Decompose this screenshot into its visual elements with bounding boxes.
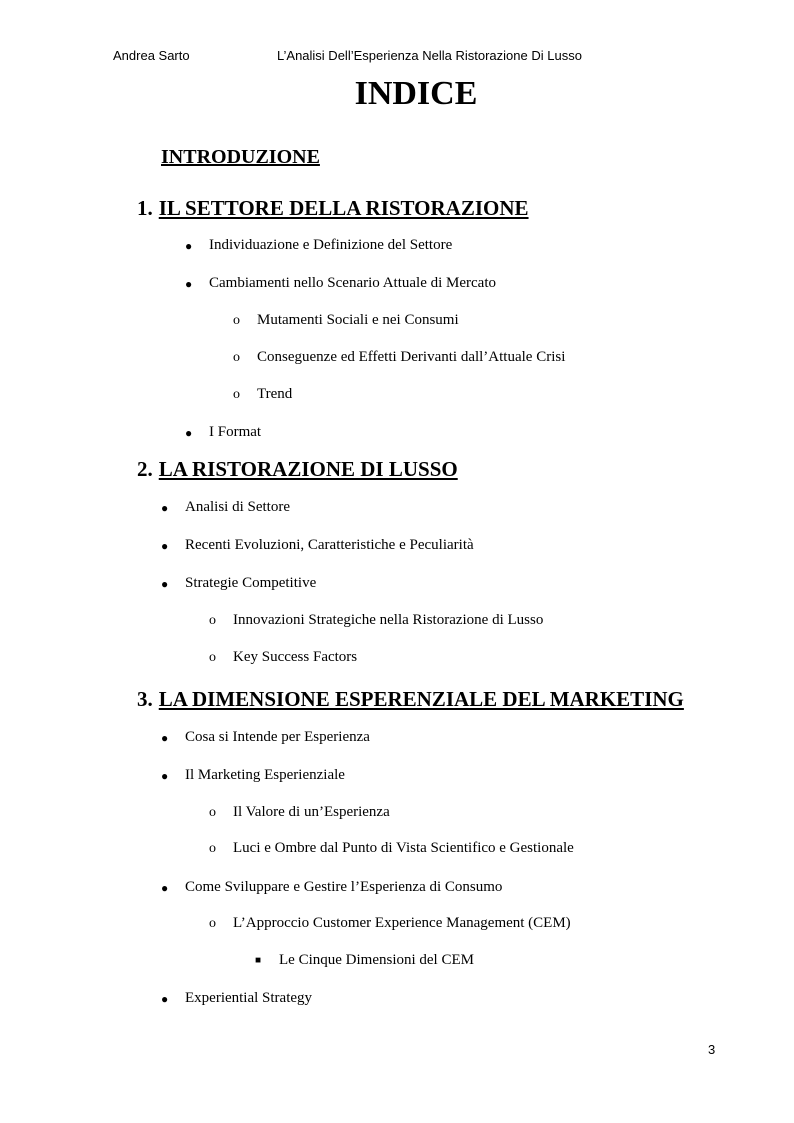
toc-subitem-label: Key Success Factors [233, 649, 358, 665]
toc-subitem [233, 312, 459, 329]
toc-section-2 [137, 457, 458, 482]
header-author: Andrea Sarto [113, 48, 190, 63]
toc-subitem-label: Trend [257, 386, 293, 402]
bullet-dot-icon: ● [161, 577, 169, 591]
toc-item [185, 237, 453, 254]
page-number: 3 [708, 1042, 716, 1057]
toc-item [161, 537, 474, 554]
toc-item [161, 990, 313, 1007]
toc-subitem [233, 349, 566, 366]
toc-item [185, 424, 262, 441]
toc-subitem [209, 804, 390, 821]
toc-introduction: INTRODUZIONE [161, 146, 320, 168]
section-2-title: LA RISTORAZIONE DI LUSSO [158, 457, 458, 481]
toc-item [161, 879, 503, 896]
toc-subitem-label: Il Valore di un’Esperienza [233, 804, 390, 820]
bullet-dot-icon: ● [185, 277, 193, 291]
bullet-dot-icon: ● [185, 239, 193, 253]
bullet-dot-icon: ● [185, 426, 193, 440]
toc-item-label: Il Marketing Esperienziale [185, 767, 345, 783]
bullet-dot-icon: ● [161, 539, 169, 553]
toc-subitem [209, 840, 574, 857]
bullet-circle-icon: o [209, 916, 216, 931]
toc-item-label: I Format [209, 424, 262, 440]
toc-item [185, 275, 496, 292]
section-1-title: IL SETTORE DELLA RISTORAZIONE [158, 196, 529, 220]
toc-subitem [209, 612, 544, 629]
toc-item [161, 729, 370, 746]
bullet-circle-icon: o [233, 350, 240, 365]
bullet-circle-icon: o [209, 841, 216, 856]
toc-subsubitem-label: Le Cinque Dimensioni del CEM [279, 952, 474, 968]
section-3-title: LA DIMENSIONE ESPERENZIALE DEL MARKETING [158, 687, 684, 711]
toc-item-label: Strategie Competitive [185, 575, 317, 591]
toc-subitem [209, 915, 571, 932]
toc-subitem-label: Innovazioni Strategiche nella Ristorazione di Lusso [233, 612, 544, 628]
toc-subitem [233, 386, 293, 403]
toc-item [161, 575, 317, 592]
bullet-circle-icon: o [233, 387, 240, 402]
toc-subsubitem [255, 952, 474, 969]
toc-item-label: Recenti Evoluzioni, Caratteristiche e Peculiarità [185, 537, 474, 553]
toc-item-label: Cambiamenti nello Scenario Attuale di Mercato [209, 275, 496, 291]
page-title: INDICE [354, 75, 478, 112]
toc-subitem-label: Luci e Ombre dal Punto di Vista Scientifico e Gestionale [233, 840, 574, 856]
toc-item-label: Analisi di Settore [185, 499, 290, 515]
bullet-dot-icon: ● [161, 769, 169, 783]
header-title: L’Analisi Dell’Esperienza Nella Ristorazione Di Lusso [277, 48, 582, 63]
section-3-number: 3. [137, 687, 153, 711]
bullet-circle-icon: o [209, 805, 216, 820]
toc-subitem-label: L’Approccio Customer Experience Management (CEM) [233, 915, 571, 931]
toc-item-label: Come Sviluppare e Gestire l’Esperienza di Consumo [185, 879, 503, 895]
bullet-circle-icon: o [233, 313, 240, 328]
toc-item [161, 767, 345, 784]
toc-item-label: Individuazione e Definizione del Settore [209, 237, 453, 253]
bullet-dot-icon: ● [161, 881, 169, 895]
toc-subitem-label: Conseguenze ed Effetti Derivanti dall’Attuale Crisi [257, 349, 566, 365]
toc-section-1 [137, 196, 529, 221]
bullet-square-icon: ■ [255, 955, 262, 966]
toc-item-label: Experiential Strategy [185, 990, 313, 1006]
section-2-number: 2. [137, 457, 153, 481]
toc-item [161, 499, 290, 516]
toc-subitem [209, 649, 358, 666]
bullet-circle-icon: o [209, 613, 216, 628]
bullet-dot-icon: ● [161, 731, 169, 745]
section-1-number: 1. [137, 196, 153, 220]
toc-subitem-label: Mutamenti Sociali e nei Consumi [257, 312, 459, 328]
toc-item-label: Cosa si Intende per Esperienza [185, 729, 370, 745]
toc-section-3 [137, 687, 684, 712]
bullet-circle-icon: o [209, 650, 216, 665]
bullet-dot-icon: ● [161, 992, 169, 1006]
bullet-dot-icon: ● [161, 501, 169, 515]
